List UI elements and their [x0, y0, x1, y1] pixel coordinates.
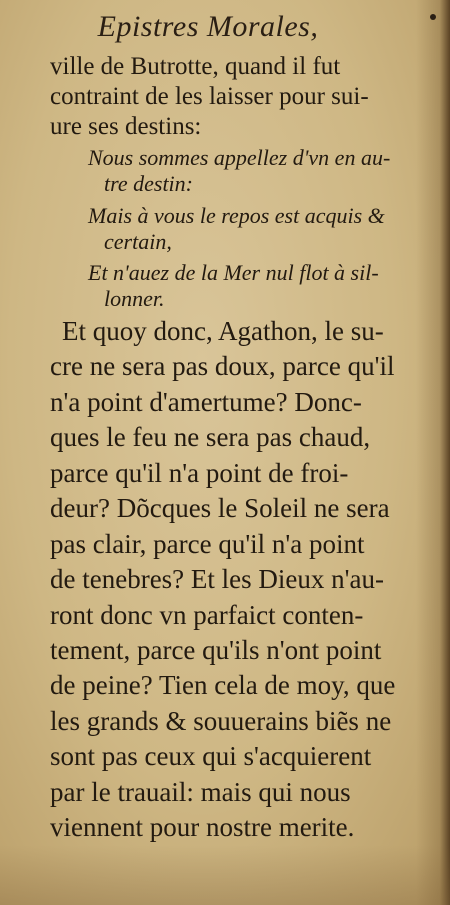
prose-line: n'a point d'amertume? Donc- [50, 387, 362, 417]
prose-line: deur? Dõcques le Soleil ne sera [50, 493, 390, 523]
verse-line: lonner. [104, 286, 165, 311]
prose-line: ure ses destins: [50, 113, 202, 140]
prose-line: cre ne sera pas doux, parce qu'il [50, 351, 395, 381]
running-title: Epistres Morales, [97, 10, 319, 43]
prose-line: viennent pour nostre merite. [50, 812, 355, 842]
page-bottom-edge [0, 845, 450, 905]
prose-line: ront donc vn parfaict conten- [50, 600, 364, 630]
prose-line: tement, parce qu'ils n'ont point [50, 635, 382, 665]
prose-line: de tenebres? Et les Dieux n'au- [50, 564, 384, 594]
prose-line: Et quoy donc, Agathon, le su- [62, 316, 384, 346]
prose-line: par le trauail: mais qui nous [50, 777, 351, 807]
verse-line: Nous sommes appellez d'vn en au- [88, 145, 391, 170]
verse-line: Mais à vous le repos est acquis & [88, 203, 385, 228]
prose-line: sont pas ceux qui s'acquierent [50, 741, 372, 771]
prose-line: parce qu'il n'a point de froi- [50, 458, 349, 488]
prose-line: les grands & souuerains biẽs ne [50, 706, 392, 736]
page-spine-shadow [416, 0, 450, 905]
verse-line: certain, [104, 229, 172, 254]
prose-line: de peine? Tien cela de moy, que [50, 670, 396, 700]
prose-line: pas clair, parce qu'il n'a point [50, 529, 365, 559]
page-mark [430, 14, 436, 20]
verse-line: tre destin: [104, 171, 193, 196]
prose-line: ville de Butrotte, quand il fut [50, 53, 341, 80]
prose-line: ques le feu ne sera pas chaud, [50, 422, 371, 452]
prose-line: contraint de les laisser pour sui- [50, 83, 369, 110]
verse-line: Et n'auez de la Mer nul flot à sil- [88, 260, 379, 285]
